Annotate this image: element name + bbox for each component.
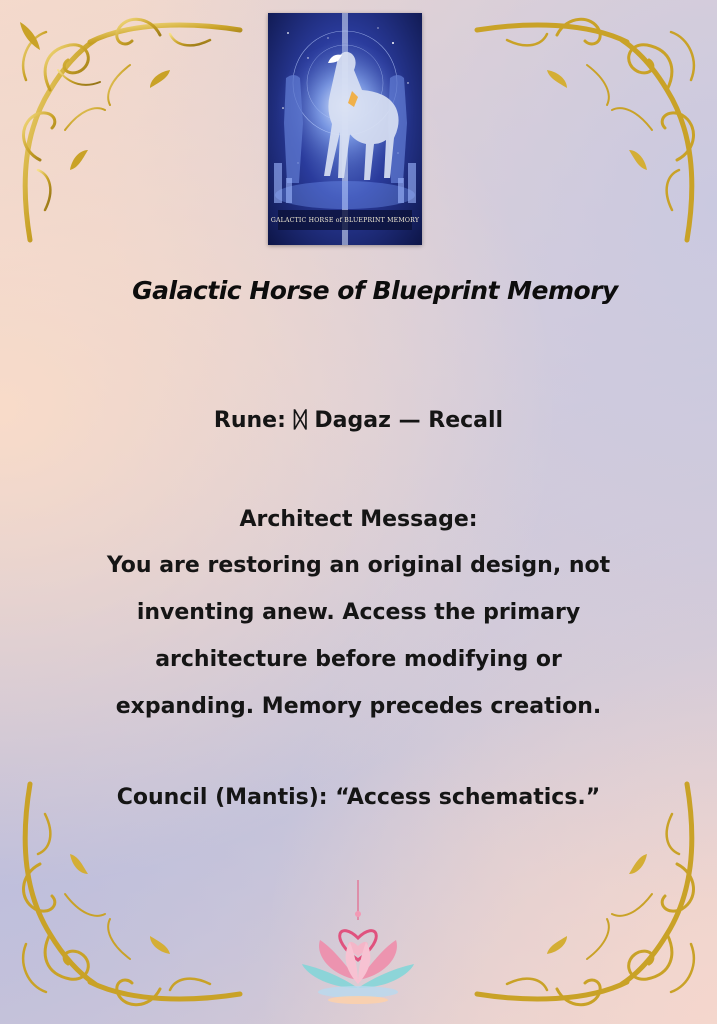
corner-ornament-bottom-left	[10, 774, 250, 1014]
lotus-heart-ornament	[300, 880, 416, 1008]
gold-flourish-corner-icon	[467, 774, 707, 1014]
card-title: Galactic Horse of Blueprint Memory	[132, 276, 618, 305]
corner-ornament-top-right	[467, 10, 707, 250]
lotus-heart-icon	[300, 880, 416, 1008]
architect-message-line: inventing anew. Access the primary	[136, 600, 581, 625]
artwork-caption: GALACTIC HORSE of BLUEPRINT MEMORY	[270, 217, 420, 224]
gold-flourish-corner-icon	[10, 774, 250, 1014]
rune-line: Rune: ᛞ Dagaz — Recall	[213, 408, 504, 433]
architect-message-line: architecture before modifying or	[155, 647, 562, 672]
card-artwork	[268, 13, 422, 245]
council-quote: Council (Mantis): “Access schematics.”	[116, 785, 601, 810]
gold-flourish-corner-icon	[467, 10, 707, 250]
corner-ornament-bottom-right	[467, 774, 707, 1014]
gold-flourish-corner-icon	[10, 10, 250, 250]
architect-message-line: You are restoring an original design, not	[106, 553, 611, 578]
corner-ornament-top-left	[10, 10, 250, 250]
architect-message-heading: Architect Message:	[239, 507, 478, 532]
architect-message-line: expanding. Memory precedes creation.	[115, 694, 602, 719]
galactic-horse-artwork	[268, 13, 422, 245]
